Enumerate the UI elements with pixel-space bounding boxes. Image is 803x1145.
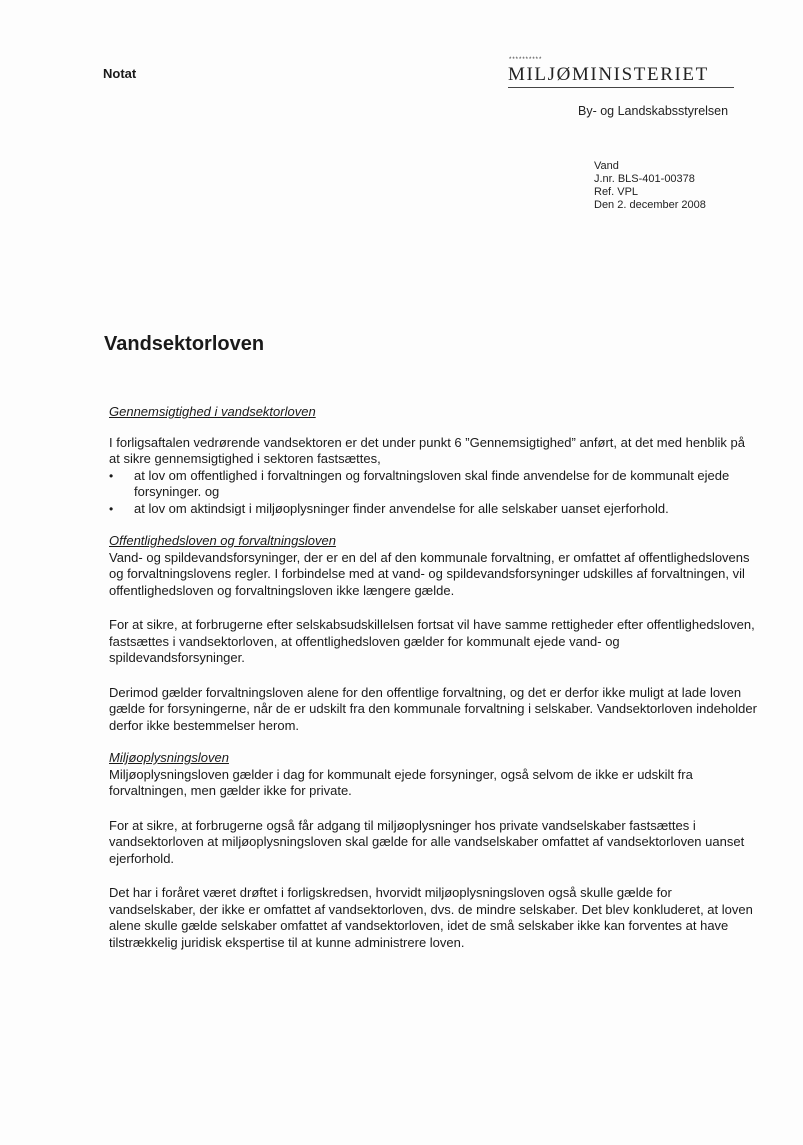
section-heading-transparency: Gennemsigtighed i vandsektorloven — [109, 404, 316, 419]
paragraph: Miljøoplysningsloven gælder i dag for kommunalt ejede forsyninger, også selvom de ikke er udskilt fra forvaltningen, men gælder ikke for private. — [109, 766, 693, 798]
meta-department: Vand — [594, 160, 619, 172]
section-heading-environmental-info: Miljøoplysningsloven — [109, 750, 229, 765]
logo-stars: ********** — [509, 57, 543, 63]
meta-date: Den 2. december 2008 — [594, 199, 706, 211]
bullet-text: at lov om aktindsigt i miljøoplysninger finder anvendelse for alle selskaber uanset ejerforhold. — [134, 500, 669, 516]
meta-journal-number: J.nr. BLS-401-00378 — [594, 173, 695, 185]
transparency-intro: I forligsaftalen vedrørende vandsektoren er det under punkt 6 ”Gennemsigtighed” anført, at det med henblik på at sikre gennemsigtighed i sektoren fastsættes, — [109, 434, 745, 466]
document-body — [109, 404, 759, 951]
agency-name: By- og Landskabsstyrelsen — [578, 104, 729, 118]
bullet-icon: • — [109, 501, 114, 516]
bullet-text: at lov om offentlighed i forvaltningen og forvaltningsloven skal finde anvendelse for de kommunalt ejede forsyninger. og — [134, 467, 730, 499]
document-title: Vandsektorloven — [104, 333, 265, 355]
list-item — [109, 501, 759, 518]
paragraph: Vand- og spildevandsforsyninger, der er en del af den kommunale forvaltning, er omfattet af offentlighedslovens og forvaltningslovens regler. I forbindelse med at vand- og spildevandsforsyninger udskilles af forvaltningen, vil offentlighedsloven og forvaltningsloven ikke længere gælde. — [109, 549, 750, 598]
paragraph: Det har i foråret været drøftet i forligskredsen, hvorvidt miljøoplysningsloven også skulle gælde for vandselskaber, der ikke er omfattet af vandsektorloven, dvs. de mindre selskaber. Det blev konkluderet, at loven alene skulle gælde selskaber omfattet af vandsektorloven, idet de små selskaber ikke kan forventes at have tilstrækkelig juridisk ekspertise til at kunne administrere loven. — [109, 885, 753, 950]
meta-reference: Ref. VPL — [594, 186, 639, 198]
bullet-icon: • — [109, 468, 114, 483]
paragraph: Derimod gælder forvaltningsloven alene for den offentlige forvaltning, og det er derfor ikke muligt at lade loven gælde for forsyningerne, når de er udskilt fra den kommunale forvaltning i selskaber. Vandsektorloven indeholder derfor ikke bestemmelser herom. — [109, 684, 757, 733]
paragraph: For at sikre, at forbrugerne efter selskabsudskillelsen fortsat vil have samme rettigheder efter offentlighedsloven, fastsættes i vandsektorloven, at offentlighedsloven gælder for kommunalt ejede vand- og spildevandsforsyninger. — [109, 617, 755, 665]
document-meta — [594, 160, 706, 212]
ministry-logo — [508, 57, 743, 88]
section-heading-public-access: Offentlighedsloven og forvaltningsloven — [109, 533, 336, 548]
logo-name: MILJØMINISTERIET — [508, 64, 709, 85]
list-item — [109, 468, 759, 501]
transparency-bullet-list — [109, 468, 759, 518]
logo-rule — [508, 87, 734, 88]
document-type-label: Notat — [103, 66, 137, 81]
paragraph: For at sikre, at forbrugerne også får adgang til miljøoplysninger hos private vandselskaber fastsættes i vandsektorloven at miljøoplysningsloven skal gælde for alle vandselskaber omfattet af vandsektorloven uanset ejerforhold. — [109, 817, 745, 866]
